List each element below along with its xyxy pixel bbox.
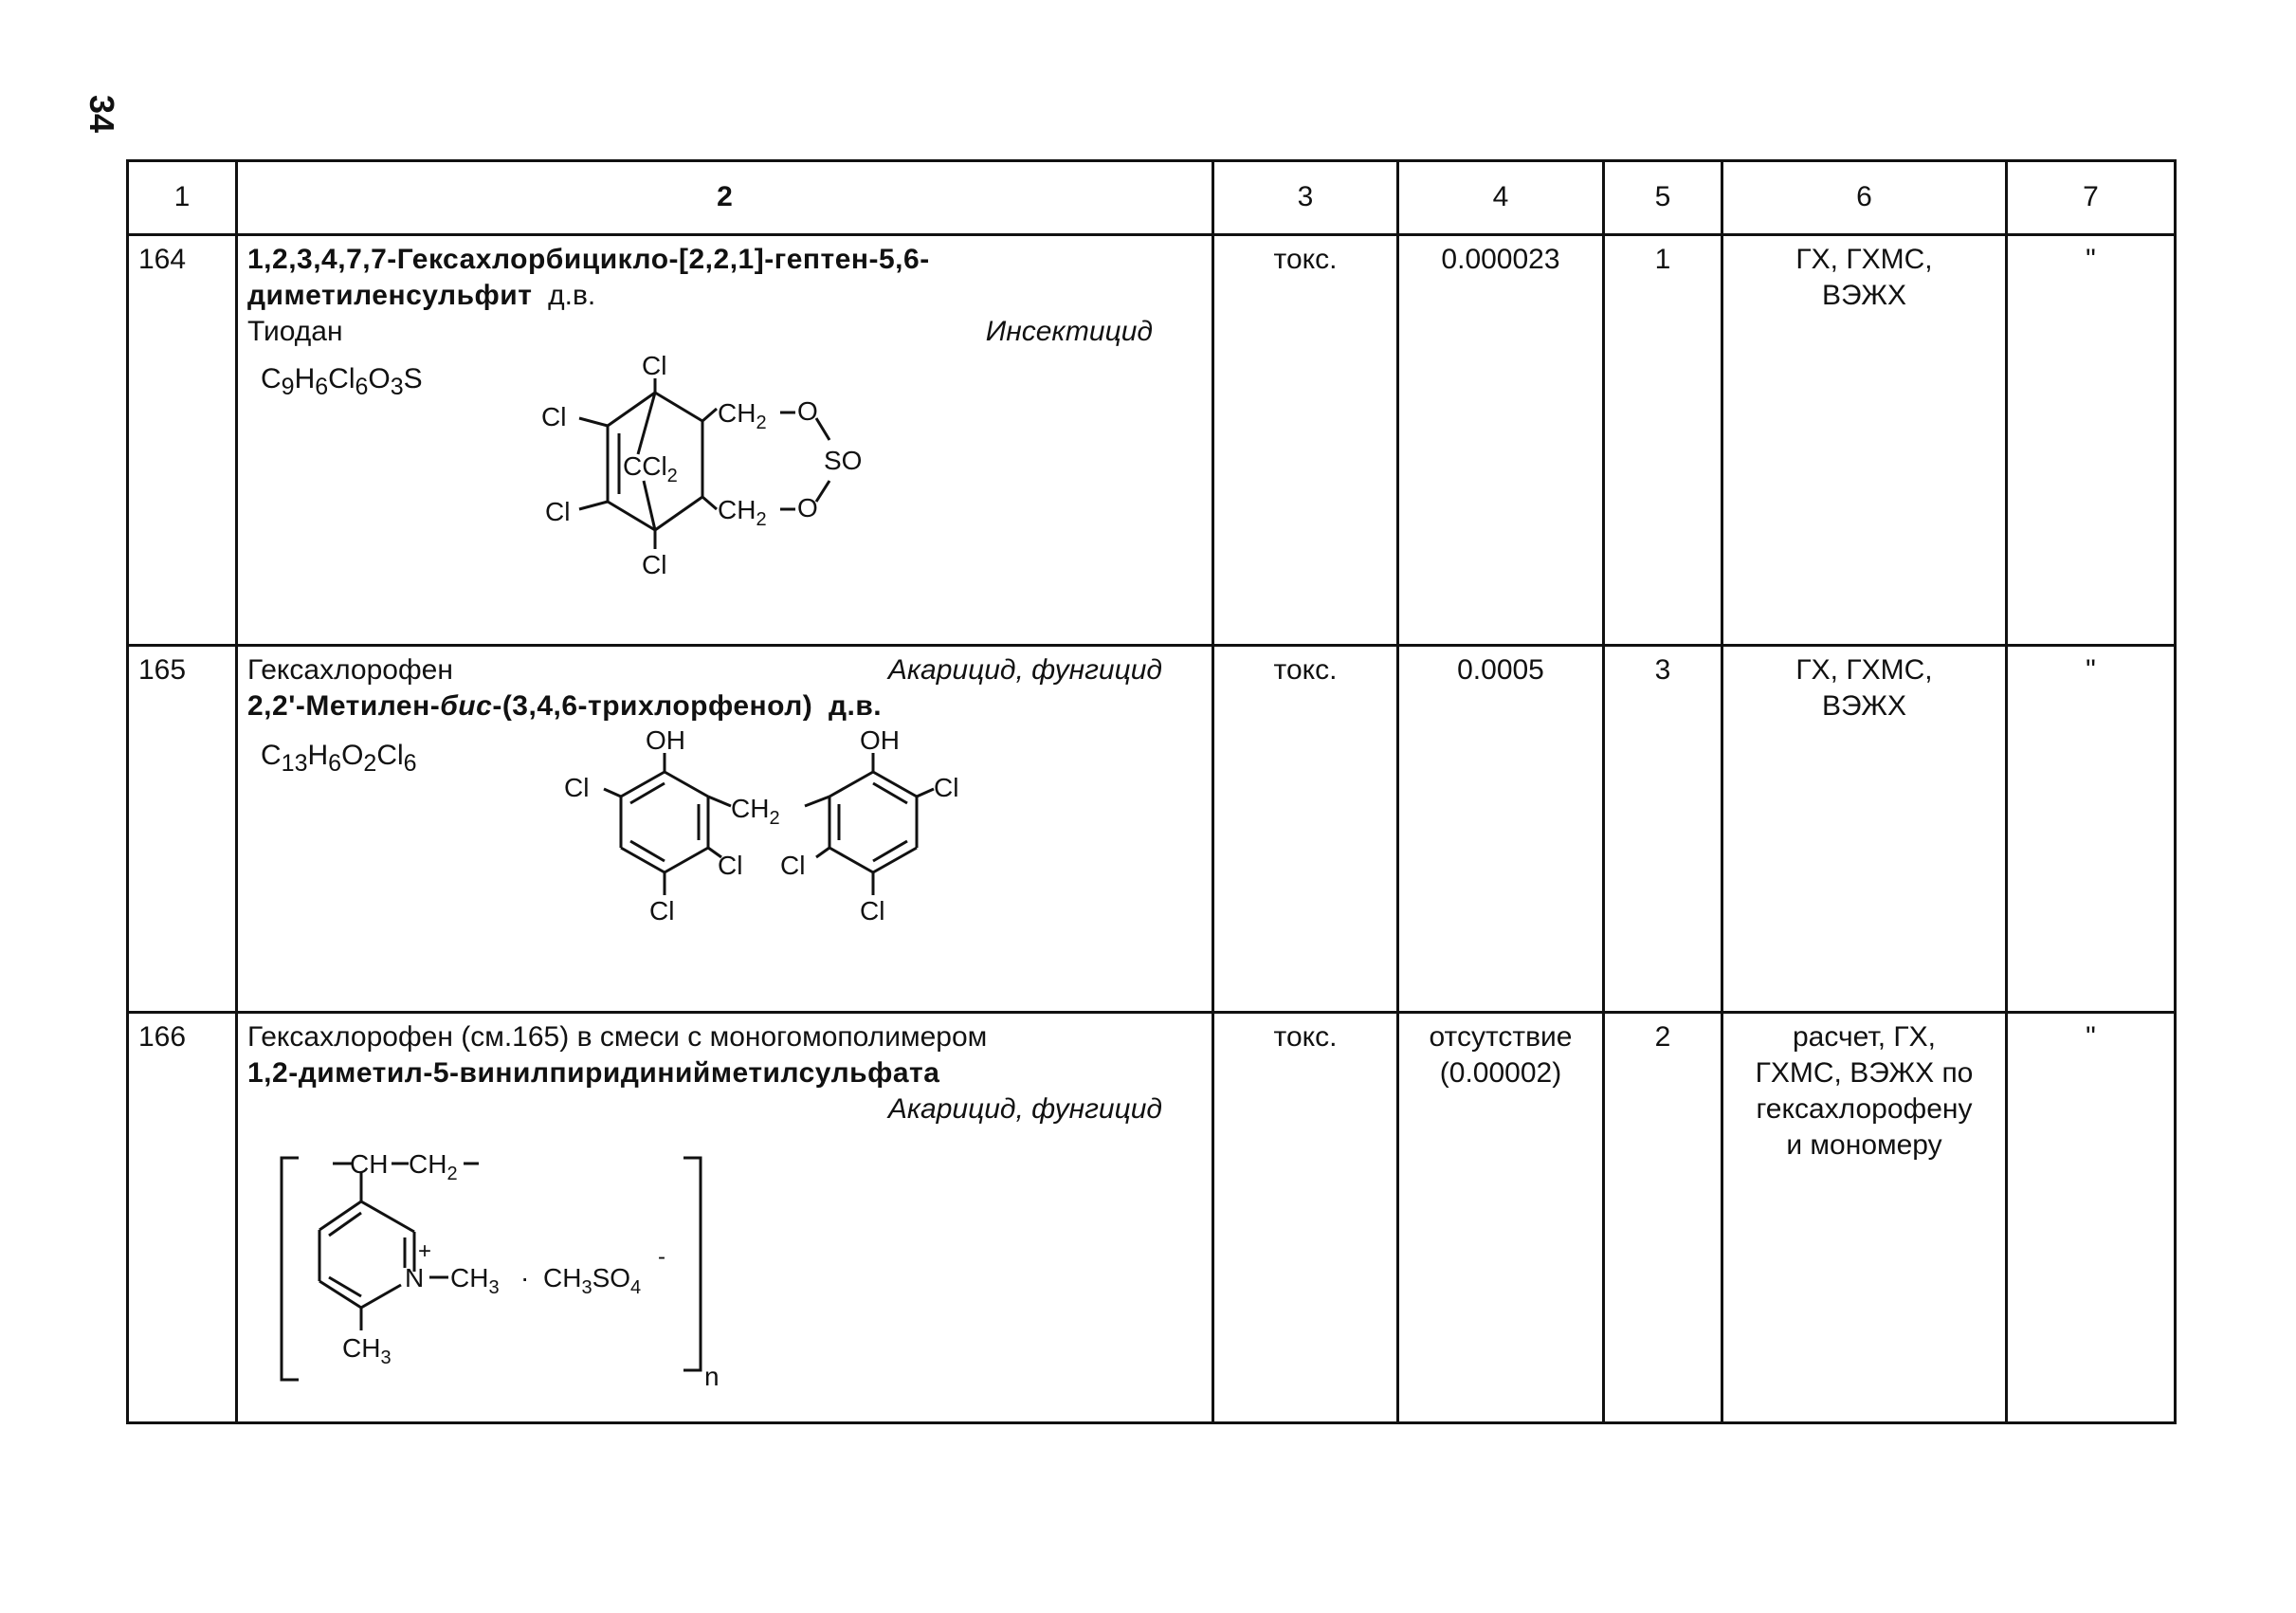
structure-diagram-hexachlorophene (532, 724, 1025, 962)
substance-cell (237, 235, 1213, 646)
value-cell: отсутствие (0.00002) (1398, 1013, 1604, 1423)
mixture-description: Гексахлорофен (см.165) в смеси с моногомополимером (247, 1021, 988, 1053)
struct-cl-right-inner: Cl (780, 851, 806, 881)
struct-cl-top: Cl (642, 351, 667, 381)
regulation-table (126, 159, 2177, 1424)
struct-ch2-upper: $CH_2$ (718, 398, 767, 434)
hazard-class-cell: 2 (1604, 1013, 1722, 1423)
molecular-formula: $C_{13}H_6O_2Cl_6$ (261, 740, 417, 778)
struct-dot: · (520, 1263, 530, 1293)
struct-ch2-lower: $CH_2$ (718, 495, 767, 531)
hazard-class-cell: 3 (1604, 646, 1722, 1013)
table-row (128, 1013, 2176, 1423)
struct-cl-bottom: Cl (642, 550, 667, 580)
trade-name-line (247, 652, 1162, 688)
table-header-row (128, 161, 2176, 235)
hazard-class-cell: 1 (1604, 235, 1722, 646)
struct-ccl2: CCl$_2$ (623, 451, 678, 487)
struct-oh-left: OH (646, 725, 685, 756)
molecular-formula: $C_9H_6Cl_6O_3S$ (261, 363, 423, 401)
active-substance-mark: д.в. (548, 280, 596, 312)
struct-oh-right: OH (860, 725, 900, 756)
chemical-name: 1,2-диметил-5-винилпиридинийметилсульфата (247, 1057, 940, 1090)
table-row (128, 235, 2176, 646)
struct-cl-left-bottom: Cl (649, 896, 675, 926)
page-number: 34 (82, 95, 121, 134)
struct-subscript-n: n (704, 1362, 720, 1392)
struct-n-plus: N (405, 1263, 425, 1293)
struct-o-upper: O (797, 396, 818, 427)
struct-ch2-bridge: $CH_2$ (731, 794, 780, 830)
row-number: 164 (128, 235, 237, 646)
struct-minus-charge: - (658, 1244, 665, 1271)
header-col-1: 1 (128, 161, 237, 235)
use-class: Инсектицид (985, 316, 1153, 348)
struct-so: SO (824, 446, 863, 476)
header-col-5: 5 (1604, 161, 1722, 235)
header-col-2: 2 (237, 161, 1213, 235)
value-cell: 0.000023 (1398, 235, 1604, 646)
header-col-3: 3 (1213, 161, 1398, 235)
class-cell: токс. (1213, 646, 1398, 1013)
row-number: 166 (128, 1013, 237, 1423)
header-col-6: 6 (1722, 161, 2007, 235)
struct-cl-right-bottom: Cl (860, 896, 885, 926)
trade-name: Тиодан (247, 316, 343, 348)
struct-n-ch3: $CH_3$ (450, 1263, 500, 1299)
chemical-name: 1,2,3,4,7,7-Гексахлорбицикло-[2,2,1]-гептен-5,6- (247, 244, 930, 275)
ditto-cell: " (2007, 646, 2176, 1013)
struct-ch3so4: $CH_3SO_4$ (543, 1263, 642, 1299)
struct-o-lower: O (797, 493, 818, 523)
struct-methyl: $CH_3$ (342, 1333, 392, 1369)
ditto-cell: " (2007, 1013, 2176, 1423)
trade-name-line (247, 314, 1153, 350)
row-number: 165 (128, 646, 237, 1013)
class-cell: токс. (1213, 235, 1398, 646)
structure-diagram-thiodan (532, 350, 968, 606)
method-cell: расчет, ГХ, ГХМС, ВЭЖХ по гексахлорофену и мономеру (1722, 1013, 2007, 1423)
use-class: Акарицид, фунгицид (887, 1093, 1162, 1126)
header-col-4: 4 (1398, 161, 1604, 235)
table-row (128, 646, 2176, 1013)
value-cell: 0.0005 (1398, 646, 1604, 1013)
struct-cl-left-upper: Cl (541, 402, 567, 432)
trade-name: Гексахлорофен (247, 654, 453, 686)
use-class: Акарицид, фунгицид (887, 654, 1162, 686)
structure-diagram-polymer (276, 1145, 769, 1391)
struct-plus-charge: + (418, 1238, 432, 1265)
structure-block (247, 724, 1202, 962)
method-cell: ГХ, ГХМС, ВЭЖХ (1722, 235, 2007, 646)
struct-cl-left-lower: Cl (545, 497, 571, 527)
ditto-cell: " (2007, 235, 2176, 646)
struct-cl-right-outer: Cl (934, 773, 959, 803)
class-cell: токс. (1213, 1013, 1398, 1423)
struct-chain-ch2: $CH_2$ (409, 1149, 458, 1185)
method-cell: ГХ, ГХМС, ВЭЖХ (1722, 646, 2007, 1013)
struct-chain-ch: CH (350, 1149, 389, 1180)
structure-block (247, 350, 1202, 606)
chemical-name: 2,2'-Метилен-бис-(3,4,6-трихлорфенол) д.в. (247, 690, 883, 723)
struct-cl-left-inner: Cl (718, 851, 743, 881)
header-col-7: 7 (2007, 161, 2176, 235)
active-substance-mark: д.в. (828, 690, 883, 723)
substance-cell (237, 646, 1213, 1013)
chemical-name-line2: диметиленсульфит д.в. (247, 280, 596, 312)
struct-cl-left-outer: Cl (564, 773, 590, 803)
substance-cell (237, 1013, 1213, 1423)
